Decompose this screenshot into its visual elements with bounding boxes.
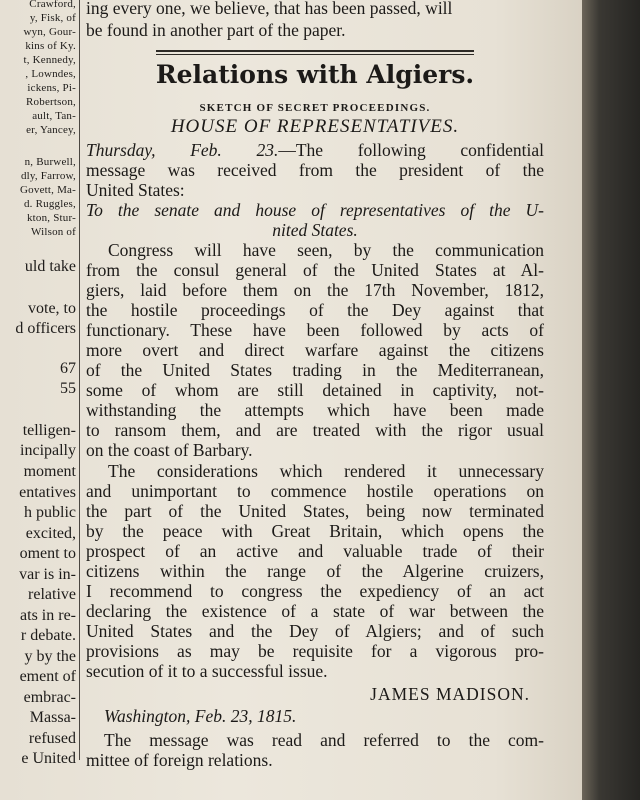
left-line: ickens, Pi- bbox=[27, 82, 76, 94]
text-line: some of whom are still detained in captivity, not- bbox=[86, 380, 544, 400]
page-shadow bbox=[582, 0, 640, 800]
text-line: giers, laid before them on the 17th November, 1812, bbox=[86, 280, 544, 300]
signature: JAMES MADISON. bbox=[370, 684, 530, 704]
text-line: mittee of foreign relations. bbox=[86, 750, 273, 770]
text-line: functionary. These have been followed by acts of bbox=[86, 320, 544, 340]
left-line: h public bbox=[24, 504, 76, 521]
left-line: oment to bbox=[19, 545, 76, 562]
text-line: prospect of an active and valuable trade of their bbox=[86, 541, 544, 561]
section-rule bbox=[156, 50, 474, 52]
column-divider bbox=[79, 0, 80, 760]
text-line: on the coast of Barbary. bbox=[86, 440, 253, 460]
left-line: d officers bbox=[15, 320, 76, 337]
left-line: telligen- bbox=[22, 422, 76, 439]
text-line: citizens within the range of the Algerine cruizers, bbox=[86, 561, 544, 581]
left-line: 55 bbox=[60, 380, 76, 397]
article-column bbox=[86, 0, 546, 800]
left-line: e United bbox=[21, 750, 76, 767]
left-line: Crawford, bbox=[29, 0, 76, 10]
dateline: Washington, Feb. 23, 1815. bbox=[104, 706, 297, 726]
left-line: relative bbox=[28, 586, 76, 603]
address-line: nited States. bbox=[272, 220, 358, 240]
left-line: refused bbox=[28, 730, 76, 747]
left-line: y by the bbox=[24, 648, 76, 665]
left-line: Massa- bbox=[29, 709, 76, 726]
text-line: declaring the existence of a state of war between the bbox=[86, 601, 544, 621]
left-line: kins of Ky. bbox=[25, 40, 76, 52]
left-line: var is in- bbox=[19, 566, 76, 583]
left-line: r debate. bbox=[20, 627, 76, 644]
left-line: n, Burwell, bbox=[24, 156, 76, 168]
left-line: embrac- bbox=[23, 689, 76, 706]
text-line: message was received from the president of the bbox=[86, 160, 544, 180]
text-line: the hostile proceedings of the Dey against that bbox=[86, 300, 544, 320]
text-line: The considerations which rendered it unnecessary bbox=[108, 461, 544, 481]
left-line: 67 bbox=[60, 360, 76, 377]
left-line: Robertson, bbox=[26, 96, 76, 108]
text-line: secution of it to a successful issue. bbox=[86, 661, 328, 681]
left-line: t, Kennedy, bbox=[23, 54, 76, 66]
left-line: excited, bbox=[25, 525, 76, 542]
left-line: y, Fisk, of bbox=[29, 12, 76, 24]
address-line: To the senate and house of representatives of the U- bbox=[86, 200, 544, 220]
text-line: I recommend to congress the expediency of an act bbox=[86, 581, 544, 601]
text-line: provisions as may be requisite for a vigorous pro- bbox=[86, 641, 544, 661]
intro-date: Thursday, Feb. 23. bbox=[86, 140, 279, 160]
left-line: Wilson of bbox=[30, 226, 76, 238]
left-line: ement of bbox=[19, 668, 76, 685]
left-line: , Lowndes, bbox=[25, 68, 76, 80]
text-line: United States and the Dey of Algiers; and of such bbox=[86, 621, 544, 641]
left-column bbox=[0, 0, 78, 800]
text-line: United States: bbox=[86, 180, 185, 200]
text-line bbox=[86, 140, 544, 160]
article-title: Relations with Algiers. bbox=[155, 60, 475, 89]
left-line: er, Yancey, bbox=[26, 124, 76, 136]
text-line: Congress will have seen, by the communication bbox=[108, 240, 544, 260]
left-line: entatives bbox=[19, 484, 76, 501]
left-line: ault, Tan- bbox=[32, 110, 76, 122]
text-line: withstanding the attempts which have been made bbox=[86, 400, 544, 420]
text-line: more overt and direct warfare against the citizens bbox=[86, 340, 544, 360]
left-line: Govett, Ma- bbox=[20, 184, 76, 196]
left-line: moment bbox=[23, 463, 76, 480]
left-line: dly, Farrow, bbox=[20, 170, 76, 182]
text-line: the part of the United States, being now terminated bbox=[86, 501, 544, 521]
left-line: incipally bbox=[20, 442, 76, 459]
left-line: uld take bbox=[24, 258, 76, 275]
text-line: and unimportant to commence hostile operations on bbox=[86, 481, 544, 501]
text-line: ing every one, we believe, that has been passed, will bbox=[86, 0, 453, 18]
text-line: of the United States trading in the Mediterranean, bbox=[86, 360, 544, 380]
text-line: be found in another part of the paper. bbox=[86, 20, 346, 40]
left-line: d. Ruggles, bbox=[23, 198, 76, 210]
section-rule bbox=[156, 54, 474, 55]
left-line: vote, to bbox=[28, 300, 76, 317]
left-line: wyn, Gour- bbox=[23, 26, 76, 38]
article-subtitle: SKETCH OF SECRET PROCEEDINGS. bbox=[199, 102, 431, 114]
intro-text: —The following confidential bbox=[278, 140, 544, 160]
text-line: to ransom them, and are treated with the rigor usual bbox=[86, 420, 544, 440]
left-line: kton, Stur- bbox=[26, 212, 76, 224]
text-line: from the consul general of the United States at Al- bbox=[86, 260, 544, 280]
text-line: by the peace with Great Britain, which opens the bbox=[86, 521, 544, 541]
text-line: The message was read and referred to the com- bbox=[104, 730, 544, 750]
house-heading: HOUSE OF REPRESENTATIVES. bbox=[170, 116, 460, 137]
left-line: ats in re- bbox=[20, 607, 76, 624]
